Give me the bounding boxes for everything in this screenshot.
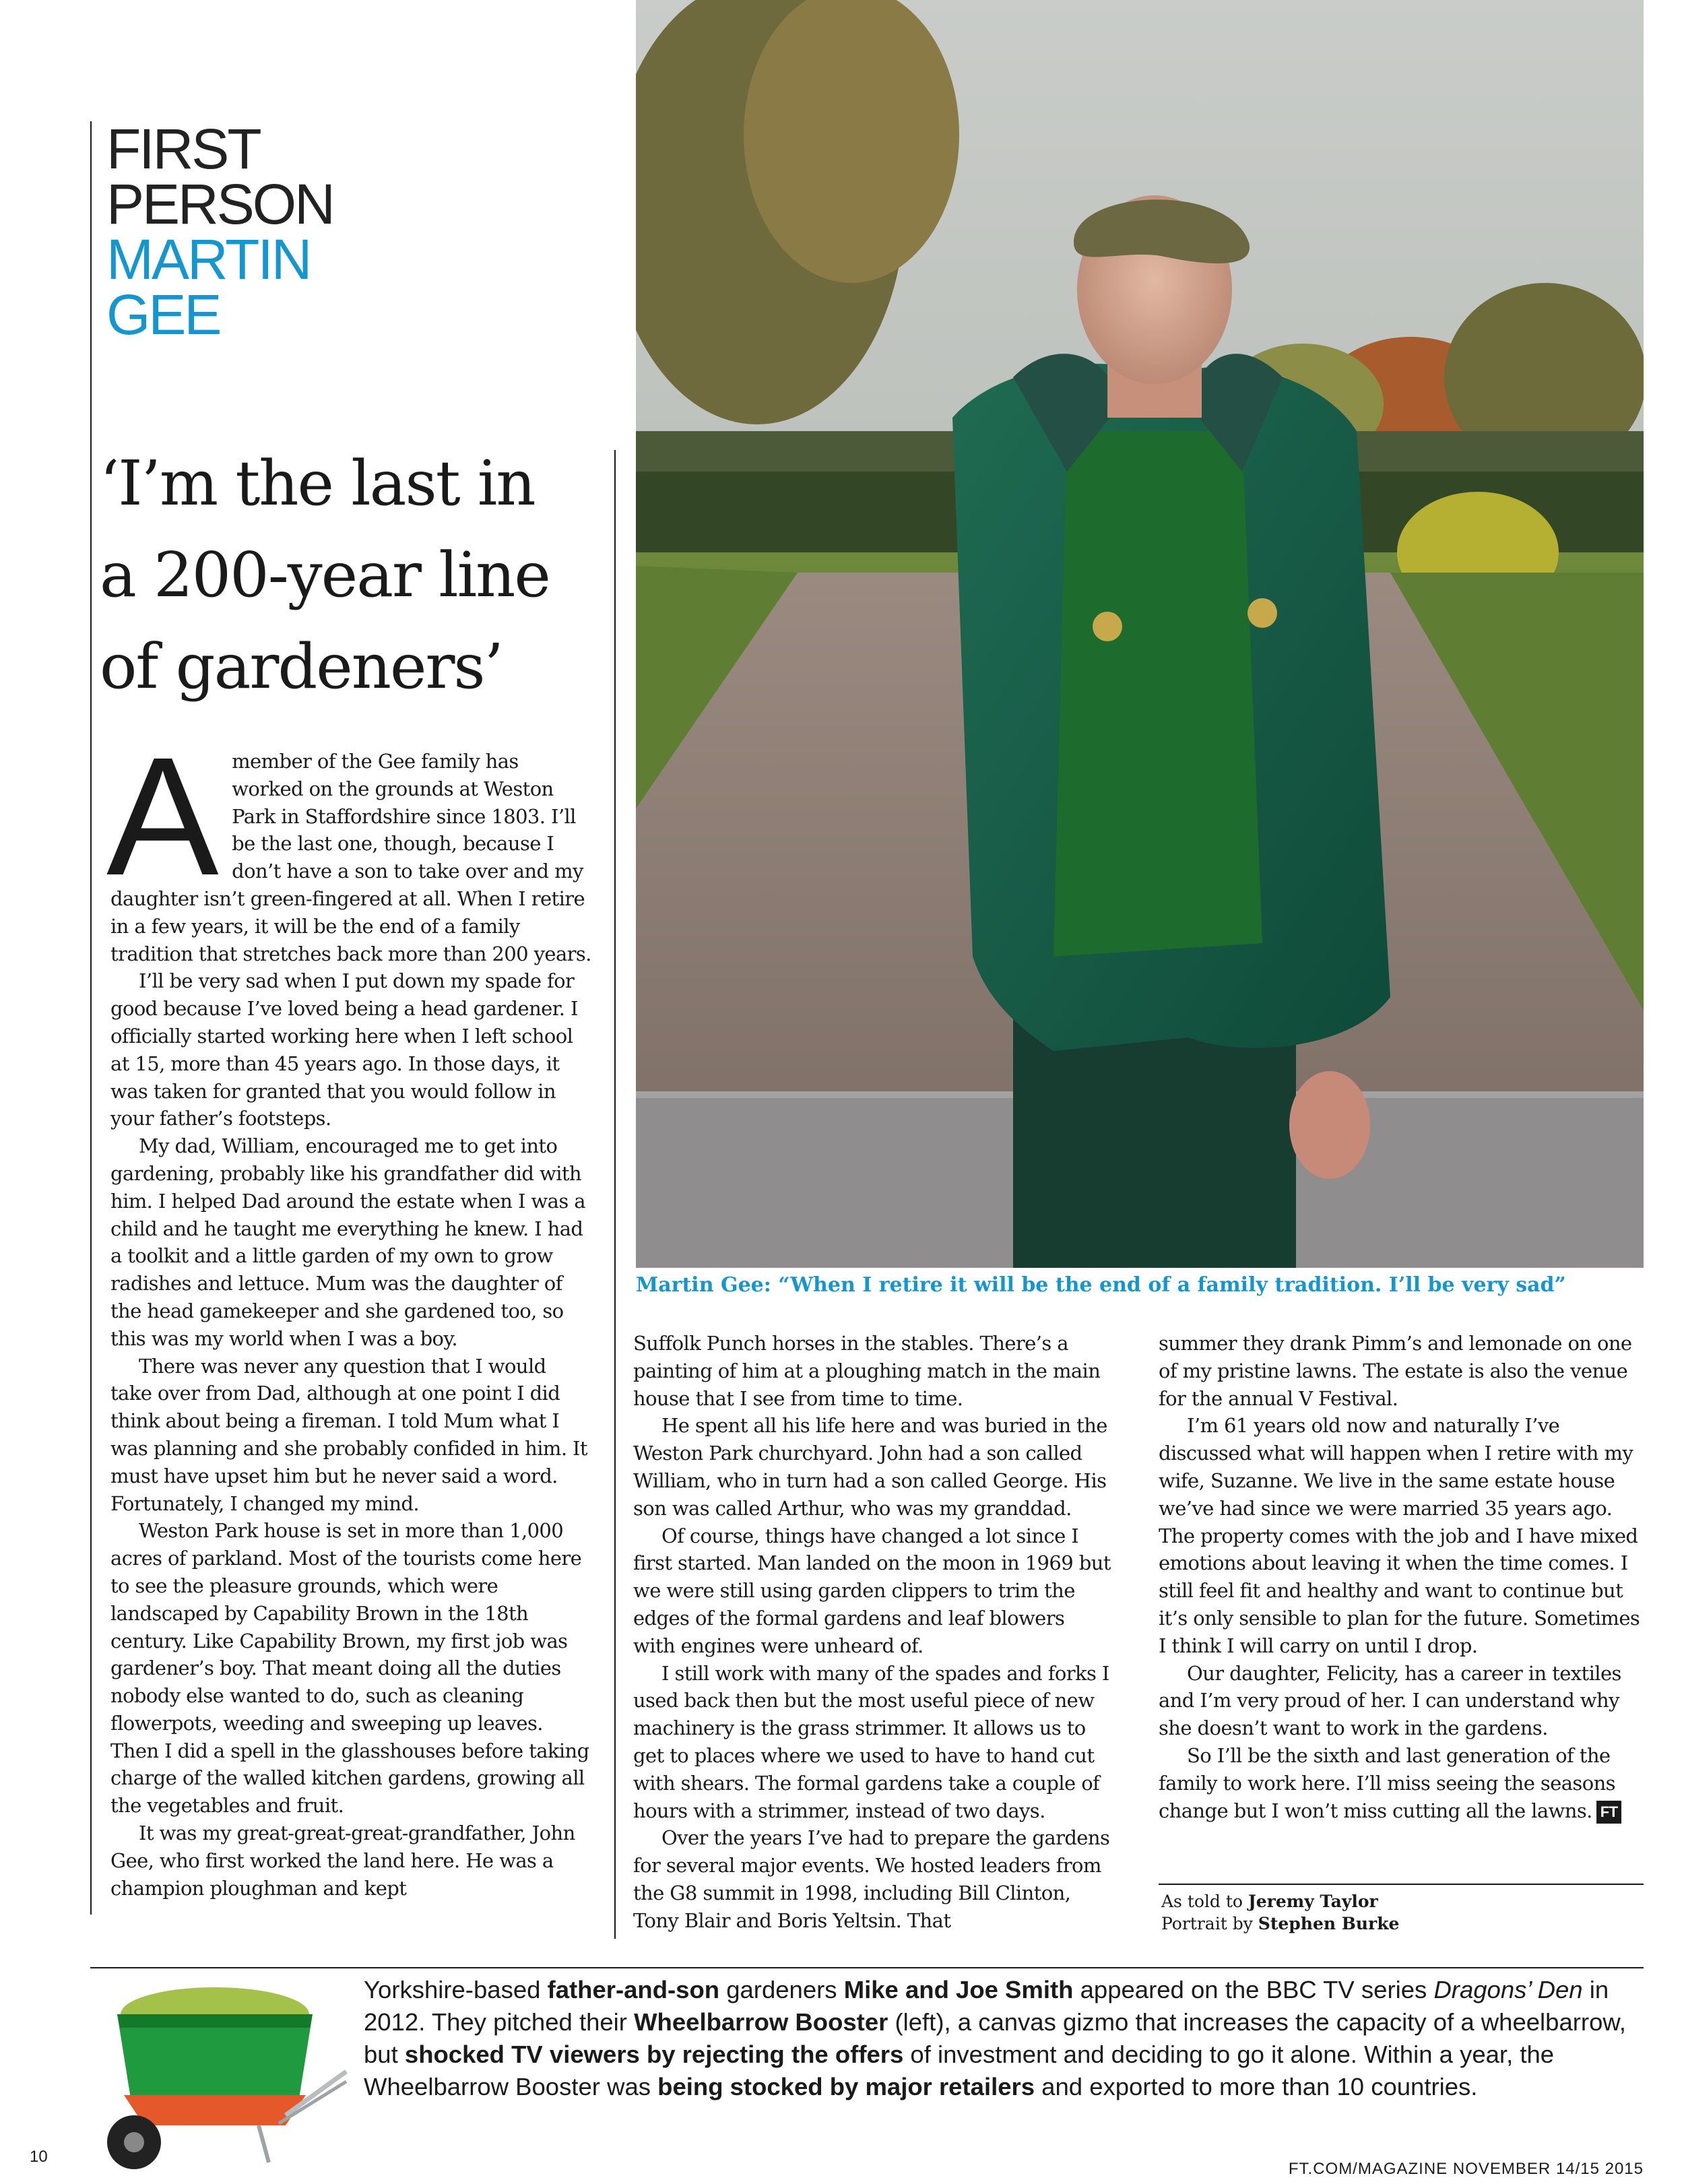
article-paragraph: Weston Park house is set in more than 1,000 acres of parkland. Most of the tourists come here to see the pleasure grounds, which were landscaped by Capability Brown in the 18th century. Like Capability Brown, my first job was gardener’s boy. That meant doing all the duties nobody else wanted to do, such as cleaning flowerpots, weeding and sweeping up leaves. Then I did a spell in the glasshouses before taking charge of the walled kitchen gardens, growing all the vegetables and fruit. [110, 1519, 589, 1818]
drop-cap: A [106, 722, 219, 910]
panel-text: Yorkshire-based father-and-son gardeners Mike and Joe Smith appeared on the BBC TV series Dragons’ Den in 2012. They pitched their Wheelbarrow Booster (left), a canvas gizmo that increases the capacity of a wheelbarrow, but shocked TV viewers by rejecting the offers of investment and deciding to go it alone. Within a year, the Wheelbarrow Booster was being stocked by major retailers and exported to more than 10 countries. [364, 1976, 1626, 2100]
headline-line-2: a 200-year line [100, 539, 550, 611]
name-line-1: MARTIN [106, 228, 311, 291]
panel-rule [90, 1967, 1644, 1968]
article-paragraph: Our daughter, Felicity, has a career in textiles and I’m very proud of her. I can understand why she doesn’t want to work in the gardens. [1159, 1661, 1621, 1740]
article-column-3 [1159, 1330, 1641, 1824]
told-to-name: Jeremy Taylor [1248, 1892, 1378, 1911]
credit-rule [1159, 1884, 1644, 1885]
column-rule [614, 450, 616, 1939]
article-paragraph: There was never any question that I would take over from Dad, although at one point I did think about being a fireman. I told Mum what I was planning and she probably confided in him. It must have upset him but he never said a word. Fortunately, I changed my mind. [110, 1354, 587, 1515]
headline [100, 438, 598, 713]
article-column-2 [633, 1330, 1111, 1935]
article-paragraph: Over the years I’ve had to prepare the gardens for several major events. We hosted leaders from the G8 summit in 1998, including Bill Clinton, Tony Blair and Boris Yeltsin. That [633, 1826, 1110, 1932]
article-paragraph: I’m 61 years old now and naturally I’ve discussed what will happen when I retire with my wife, Suzanne. We live in the same estate house we’ve had since we were married 35 years ago. The property comes with the job and I have mixed emotions about leaving it when the time comes. I still feel fit and healthy and want to continue but it’s only sensible to plan for the future. Sometimes I think I will carry on until I drop. [1159, 1414, 1640, 1657]
article-paragraph: It was my great-great-great-grandfather, John Gee, who first worked the land here. He was a champion ploughman and kept [110, 1822, 575, 1900]
portrait-photo [636, 0, 1644, 1268]
footer-site-date: FT.COM/MAGAZINE NOVEMBER 14/15 2015 [1288, 2160, 1644, 2178]
portrait-credit: Portrait by Stephen Burke [1161, 1914, 1400, 1933]
article-paragraph: He spent all his life here and was buried in the Weston Park churchyard. John had a son called William, who in turn had a son called George. His son was called Arthur, who was my granddad. [633, 1414, 1107, 1520]
subject-name [106, 228, 311, 346]
article-paragraph: Suffolk Punch horses in the stables. There’s a painting of him at a ploughing match in the main house that I see from time to time. [633, 1332, 1101, 1410]
told-to-credit: As told to Jeremy Taylor [1161, 1892, 1378, 1911]
photo-caption: Martin Gee: “When I retire it will be the end of a family tradition. I’ll be very sad” [636, 1273, 1566, 1297]
name-line-2: GEE [106, 283, 220, 346]
article-column-1 [106, 722, 593, 1902]
ft-end-mark-icon: FT [1596, 1801, 1622, 1824]
article-paragraph: So I’ll be the sixth and last generation of the family to work here. I’ll miss seeing the seasons change but I won’t miss cutting all the lawns. FT [1159, 1742, 1641, 1824]
article-paragraph: I still work with many of the spades and forks I used back then but the most useful piece of new machinery is the grass strimmer. It allows us to get to places where we used to have to hand cut with shears. The formal gardens take a couple of hours with a strimmer, instead of two days. [633, 1661, 1109, 1822]
article-paragraph: Of course, things have changed a lot since I first started. Man landed on the moon in 1969 but we were still using garden clippers to trim the edges of the formal gardens and leaf blowers with engines were unheard of. [633, 1524, 1111, 1657]
article-paragraph: My dad, William, encouraged me to get into gardening, probably like his grandfather did with him. I helped Dad around the estate when I was a child and he taught me everything he knew. I had a toolkit and a little garden of my own to grow radishes and lettuce. Mum was the daughter of the head gamekeeper and she gardened too, so this was my world when I was a boy. [110, 1134, 585, 1350]
article-paragraph: summer they drank Pimm’s and lemonade on one of my pristine lawns. The estate is also the venue for the annual V Festival. [1159, 1332, 1632, 1410]
credits [1161, 1890, 1633, 1935]
article-paragraph: Amember of the Gee family has worked on the grounds at Weston Park in Staffordshire since 1803. I’ll be the last one, though, because I don’t have a son to take over and my daughter isn’t green-fingered at all. When I retire in a few years, it will be the end of a family tradition that stretches back more than 200 years. [106, 722, 591, 965]
kicker-line-1: FIRST [106, 117, 260, 181]
section-kicker [106, 117, 333, 236]
page-number: 10 [30, 2148, 48, 2166]
article-paragraph: I’ll be very sad when I put down my spade for good because I’ve loved being a head gardener. I officially started working here when I left school at 15, more than 45 years ago. In those days, it was taken for granted that you would follow in your father’s footsteps. [110, 969, 578, 1130]
left-rule [90, 121, 92, 1915]
headline-line-1: ‘I’m the last in [100, 447, 535, 519]
wheelbarrow-booster-image [97, 1981, 353, 2176]
headline-line-3: of gardeners’ [100, 631, 503, 703]
portrait-name: Stephen Burke [1258, 1914, 1400, 1933]
kicker-line-2: PERSON [106, 172, 333, 236]
